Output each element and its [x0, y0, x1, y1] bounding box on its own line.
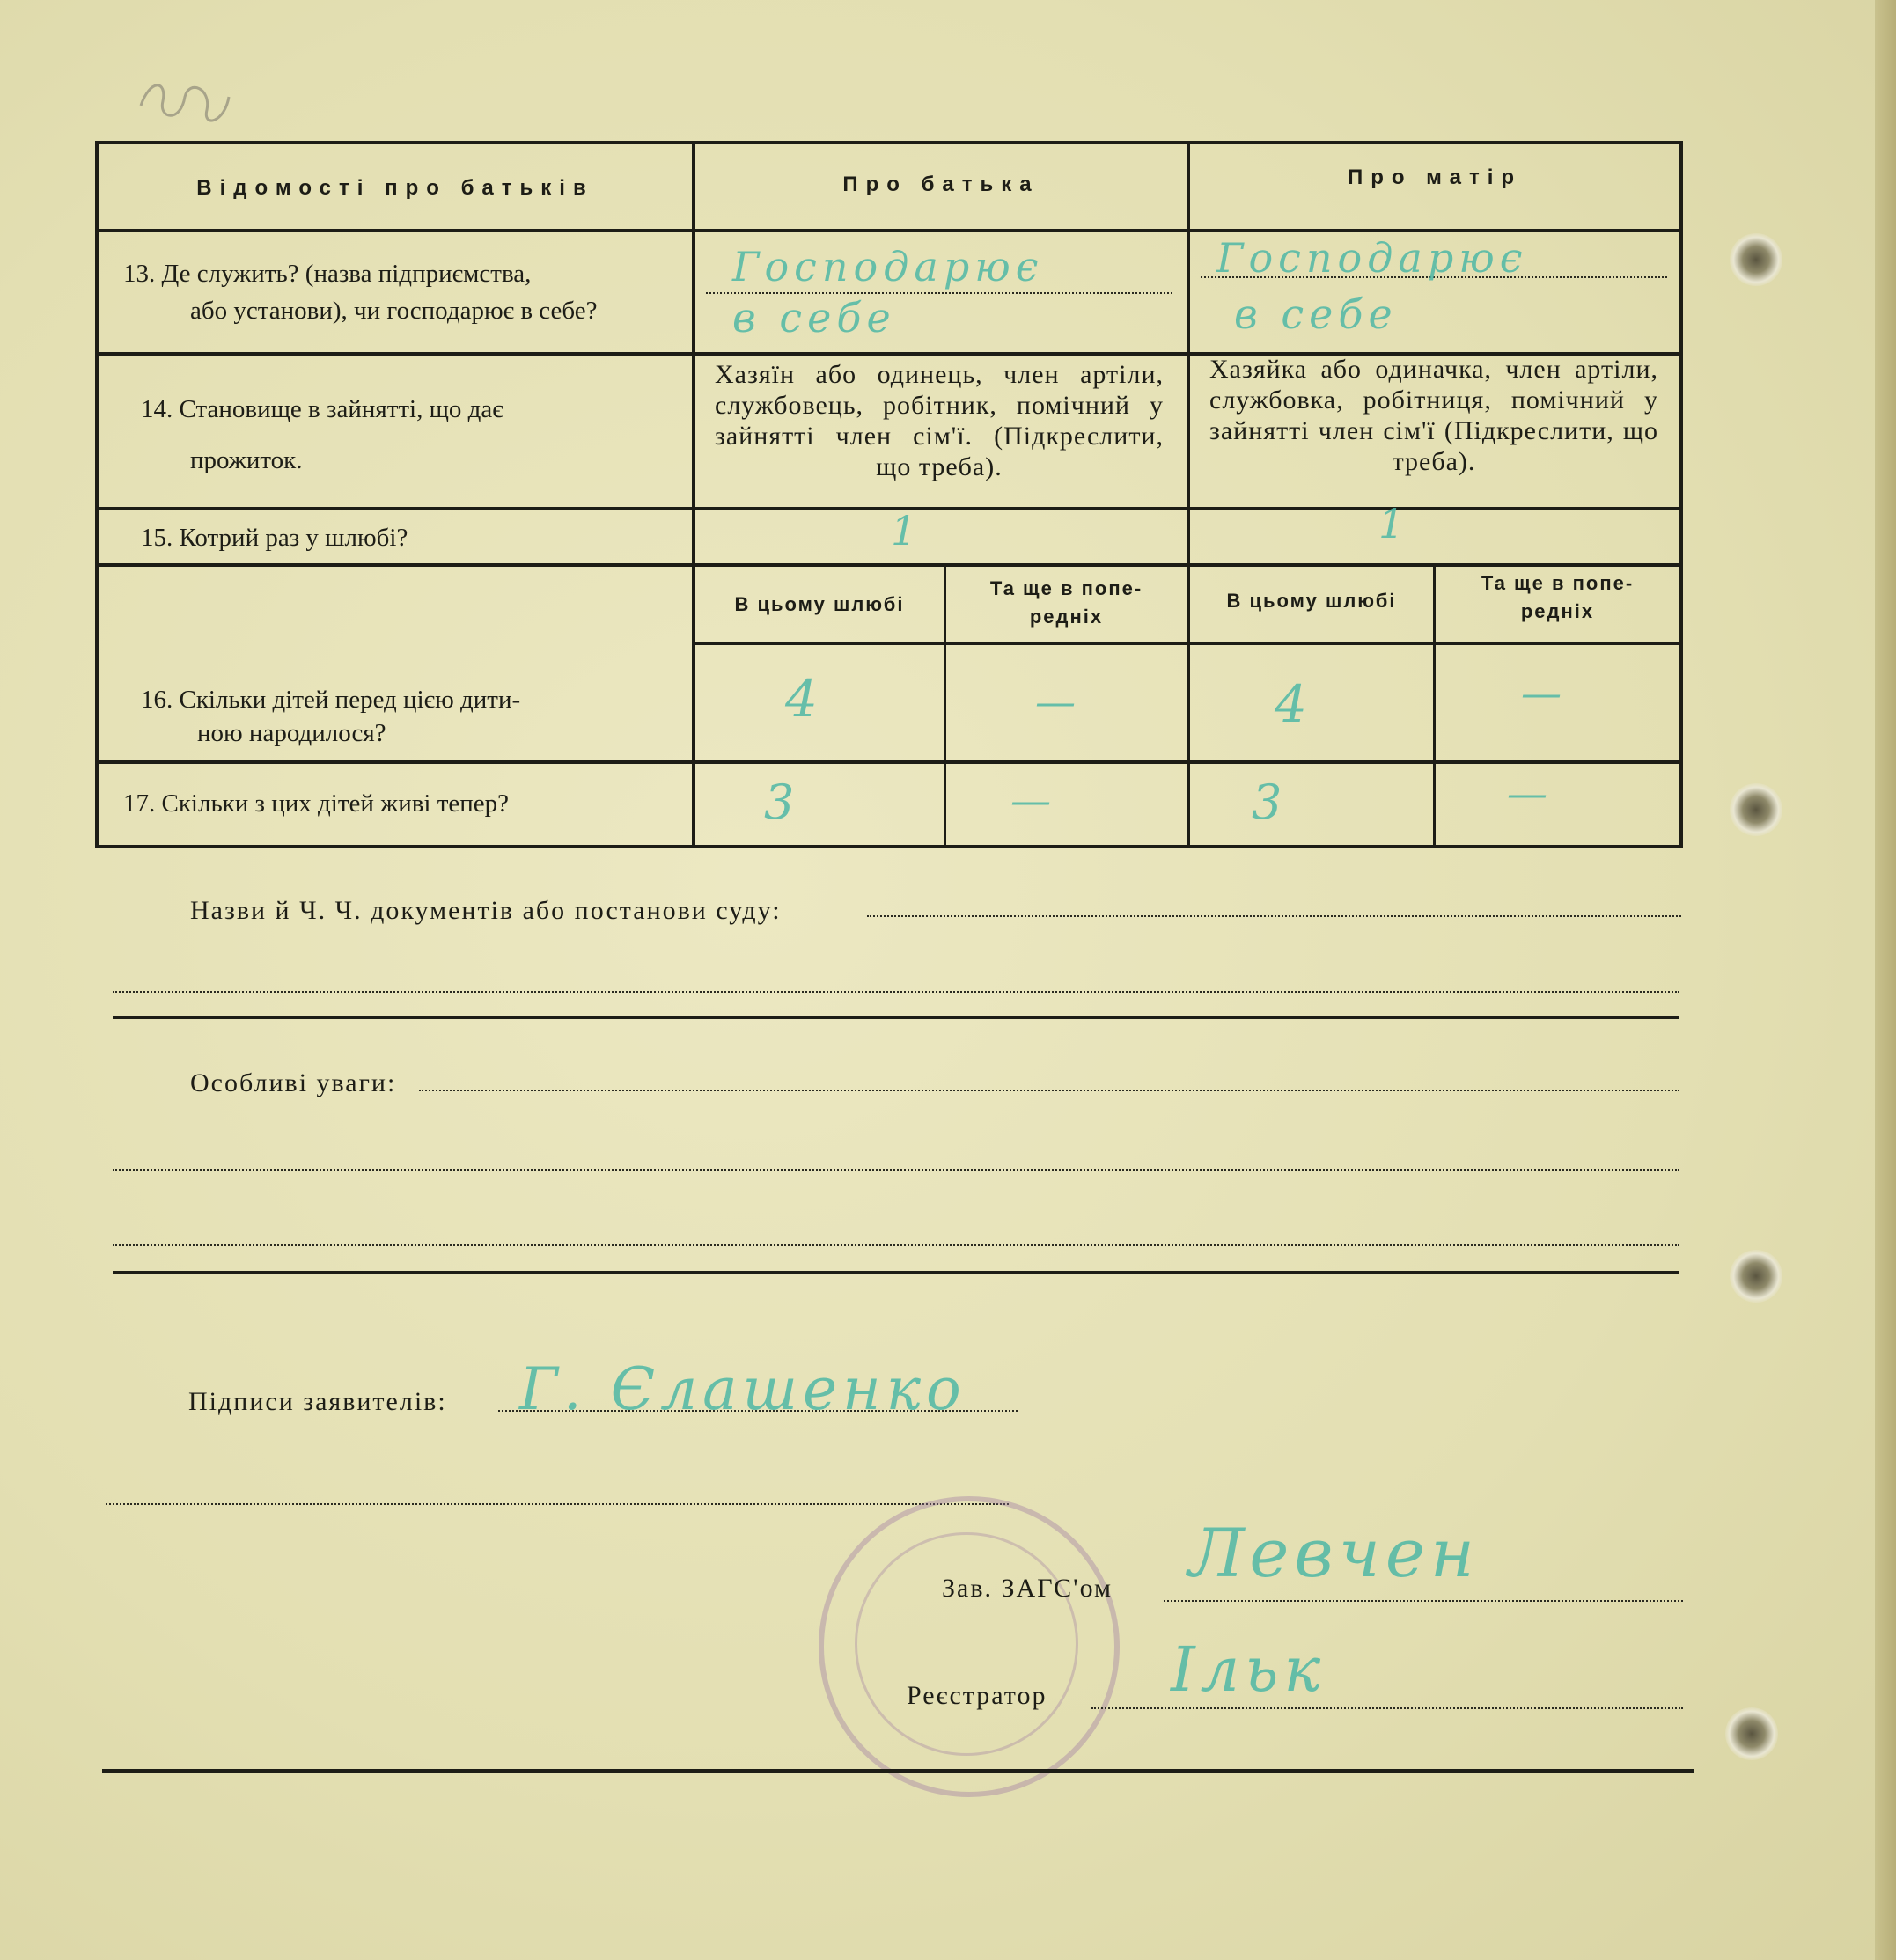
documents-field-line — [867, 915, 1681, 917]
parents-info-table — [95, 141, 1683, 848]
signatures-label: Підписи заявителів: — [188, 1387, 447, 1416]
page-edge — [1875, 0, 1896, 1960]
q16-father-prev-header-line1: Та ще в попе- — [989, 577, 1143, 599]
q15-father-value: 1 — [891, 507, 922, 554]
q16-mother-prev-value: — — [1521, 669, 1567, 716]
q15-mother-value: 1 — [1378, 500, 1410, 547]
head-registry-label: Зав. ЗАГС'ом — [942, 1574, 1113, 1603]
q14-label-line1: 14. Становище в зайнятті, що дає — [141, 395, 503, 423]
head-signature-line — [1164, 1600, 1683, 1602]
punch-hole — [1730, 783, 1782, 836]
punch-hole — [1725, 1707, 1778, 1760]
q13-label-line2: або установи), чи господарює в себе? — [190, 297, 598, 325]
official-stamp — [819, 1496, 1120, 1797]
q16-father-prev-value: — — [1035, 678, 1081, 725]
q14-father-options: Хазяїн або одинець, член артіли, службовець, робітник, помічний у зайнятті член сім'ї. (Підкреслити, що треба). — [715, 360, 1164, 481]
q16-mother-this-marriage-header: В цьому шлюбі — [1226, 590, 1397, 612]
q13-father-handwriting-1: Господарює — [732, 243, 1044, 290]
notes-label: Особливі уваги: — [190, 1068, 397, 1097]
q16-father-prev-header-line2: редніх — [1029, 606, 1104, 628]
q13-label-line1: 13. Де служить? (назва підприємства, — [123, 260, 532, 288]
q16-mother-prev-header-line1: Та ще в попе- — [1481, 572, 1635, 594]
q17-mother-prev-value: — — [1507, 769, 1553, 817]
q16-label-line2: ною народилося? — [197, 719, 386, 747]
q13-mother-handwriting-1: Господарює — [1216, 234, 1528, 282]
punch-hole — [1730, 1250, 1782, 1303]
header-parents-info: Відомості про батьків — [196, 176, 594, 200]
notes-field-line — [419, 1090, 1679, 1091]
q17-father-this-value: 3 — [764, 774, 800, 830]
q17-mother-this-value: 3 — [1252, 774, 1288, 830]
header-mother: Про матір — [1347, 165, 1523, 189]
header-father: Про батька — [842, 173, 1040, 196]
q13-father-handwriting-2: в себе — [732, 294, 896, 341]
q13-mother-handwriting-2: в себе — [1234, 290, 1398, 338]
punch-hole — [1730, 233, 1782, 286]
head-signature: Левчен — [1188, 1514, 1480, 1592]
q16-father-this-marriage-header: В цьому шлюбі — [734, 593, 905, 615]
q15-label: 15. Котрий раз у шлюбі? — [141, 524, 408, 552]
q16-father-this-value: 4 — [785, 669, 823, 729]
applicant-signature: Г. Єлашенко — [519, 1355, 966, 1423]
q16-label-line1: 16. Скільки дітей перед цією дити- — [141, 686, 521, 714]
registrar-label: Реєстратор — [907, 1681, 1047, 1710]
q17-label: 17. Скільки з цих дітей живі тепер? — [123, 789, 510, 818]
q17-father-prev-value: — — [1010, 776, 1056, 824]
pencil-scribble — [132, 70, 238, 141]
registrar-signature-line — [1091, 1707, 1683, 1709]
q14-label-line2: прожиток. — [190, 446, 303, 474]
registrar-signature: Ільк — [1171, 1633, 1326, 1706]
documents-label: Назви й Ч. Ч. документів або постанови суду: — [190, 896, 782, 925]
q16-mother-prev-header-line2: редніх — [1520, 600, 1595, 622]
q16-mother-this-value: 4 — [1275, 674, 1312, 734]
q14-mother-options: Хазяйка або одиначка, член артіли, службовка, робітниця, помічний у зайнятті член сім'ї (Підкреслити, що треба). — [1209, 355, 1658, 476]
